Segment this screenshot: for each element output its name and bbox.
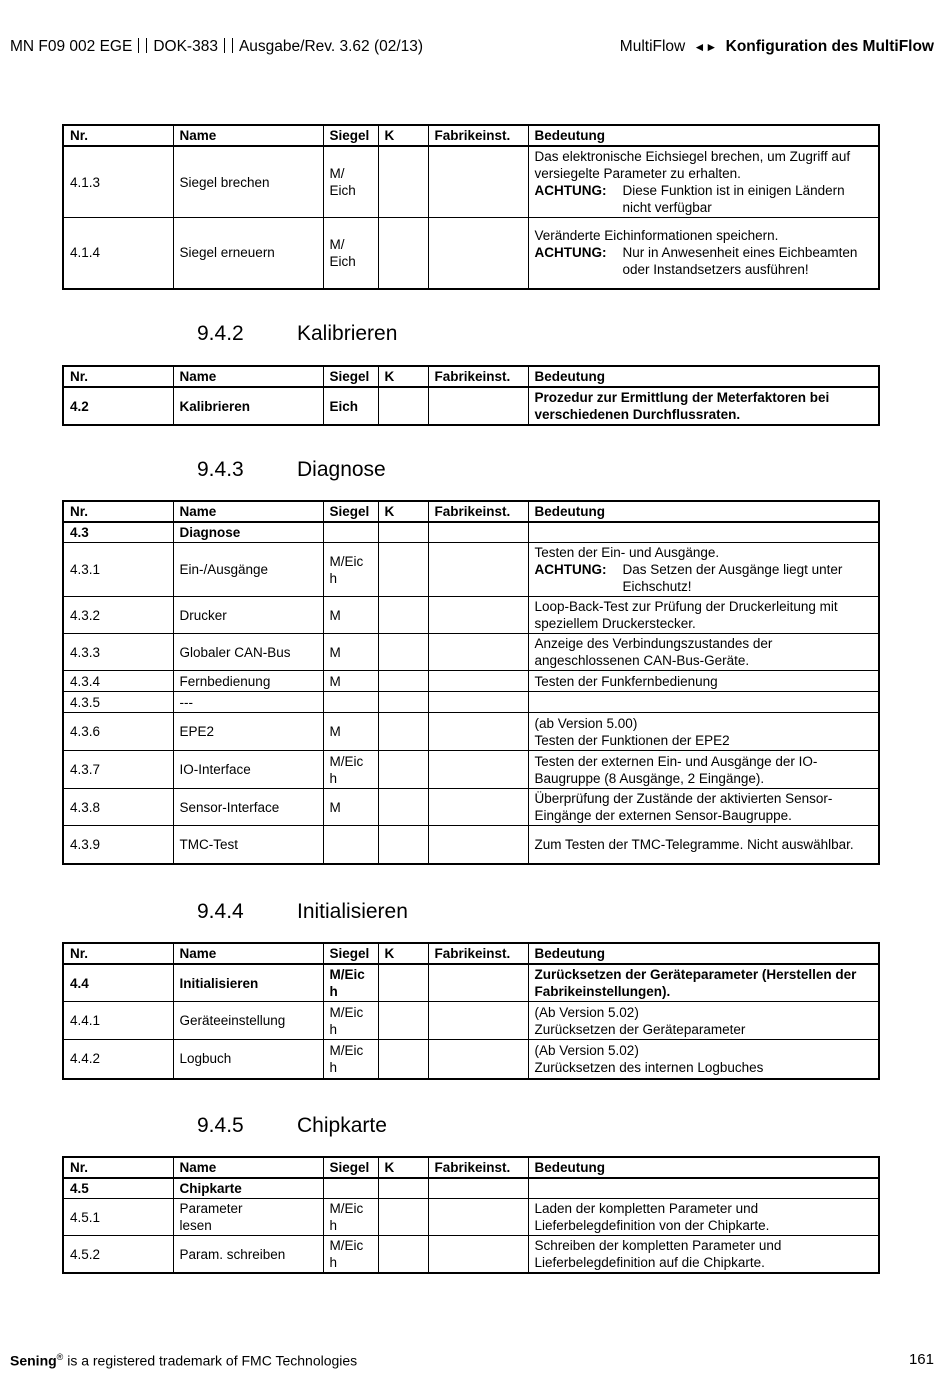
- table-row: [63, 543, 879, 597]
- cell-name: Logbuch: [173, 1040, 323, 1079]
- cell-name: TMC-Test: [173, 826, 323, 864]
- col-header-nr: Nr.: [63, 125, 173, 146]
- cell-name: Ein-/Ausgänge: [173, 543, 323, 597]
- achtung-note: [535, 182, 873, 216]
- cell-name: Globaler CAN-Bus: [173, 634, 323, 671]
- cell-name: EPE2: [173, 713, 323, 751]
- cell-nr: 4.5: [63, 1178, 173, 1199]
- col-header-siegel: Siegel: [323, 943, 378, 964]
- table-row: [63, 826, 879, 864]
- bedeutung-text: Loop-Back-Test zur Prüfung der Druckerleitung mit speziellem Druckerstecker.: [534, 599, 838, 631]
- cell-nr: 4.4.2: [63, 1040, 173, 1079]
- col-header-siegel: Siegel: [323, 501, 378, 522]
- cell-k: [378, 1199, 428, 1236]
- table-row: [63, 597, 879, 634]
- section-number: 9.4.5: [197, 1114, 244, 1137]
- bedeutung-text: Laden der kompletten Parameter und Lieferbelegdefinition von der Chipkarte.: [534, 1201, 770, 1233]
- cell-k: [378, 713, 428, 751]
- cell-name: Fernbedienung: [173, 671, 323, 692]
- brand-name: Sening: [10, 1352, 57, 1369]
- achtung-text: Diese Funktion ist in einigen Ländern nicht verfügbar: [622, 183, 845, 215]
- bedeutung-text: Zurücksetzen der Geräteparameter (Herstellen der Fabrikeinstellungen).: [534, 967, 857, 999]
- cell-nr: 4.4.1: [63, 1002, 173, 1040]
- table-header-row: [63, 1157, 879, 1178]
- col-header-bedeutung: Bedeutung: [528, 1157, 879, 1178]
- cell-bedeutung: [528, 671, 879, 692]
- cell-k: [378, 1002, 428, 1040]
- table-row: [63, 522, 879, 543]
- cell-k: [378, 1178, 428, 1199]
- cell-bedeutung: [528, 826, 879, 864]
- col-header-siegel: Siegel: [323, 125, 378, 146]
- cell-bedeutung: [528, 1002, 879, 1040]
- table-row: [63, 1040, 879, 1079]
- bedeutung-text: Das elektronische Eichsiegel brechen, um Zugriff auf versiegelte Parameter zu erhalten.: [534, 149, 851, 181]
- table-row: [63, 634, 879, 671]
- col-header-name: Name: [173, 501, 323, 522]
- bedeutung-text: Prozedur zur Ermittlung der Meterfaktoren bei verschiedenen Durchflussraten.: [534, 390, 830, 422]
- cell-bedeutung: [528, 1236, 879, 1274]
- table-row: [63, 1178, 879, 1199]
- col-header-fabrikeinst: Fabrikeinst.: [428, 125, 528, 146]
- table-row: [63, 751, 879, 789]
- col-header-k: K: [378, 501, 428, 522]
- cell-k: [378, 597, 428, 634]
- cell-k: [378, 634, 428, 671]
- cell-siegel: M/Eic h: [323, 1236, 378, 1274]
- cell-name: Chipkarte: [173, 1178, 323, 1199]
- section-title: Kalibrieren: [297, 322, 398, 345]
- cell-siegel: M/ Eich: [323, 218, 378, 289]
- cell-bedeutung: [528, 597, 879, 634]
- section-number: 9.4.2: [197, 322, 244, 345]
- page-header-right: [620, 38, 934, 56]
- col-header-fabrikeinst: Fabrikeinst.: [428, 1157, 528, 1178]
- doc-id: DOK-383: [153, 38, 218, 55]
- cell-k: [378, 218, 428, 289]
- table-header-row: [63, 943, 879, 964]
- cell-nr: 4.1.3: [63, 146, 173, 218]
- cell-siegel: M/Eic h: [323, 964, 378, 1002]
- cell-bedeutung: [528, 387, 879, 425]
- col-header-bedeutung: Bedeutung: [528, 501, 879, 522]
- page-number: 161: [908, 1351, 934, 1368]
- bedeutung-text: Anzeige des Verbindungszustandes der angeschlossenen CAN-Bus-Geräte.: [534, 636, 773, 668]
- achtung-label: ACHTUNG:: [534, 183, 607, 198]
- cell-bedeutung: [528, 751, 879, 789]
- page-header-left: [10, 38, 423, 56]
- table-row: [63, 713, 879, 751]
- col-header-bedeutung: Bedeutung: [528, 943, 879, 964]
- col-header-k: K: [378, 1157, 428, 1178]
- cell-nr: 4.1.4: [63, 218, 173, 289]
- col-header-fabrikeinst: Fabrikeinst.: [428, 943, 528, 964]
- achtung-label-text: ACHTUNG: [534, 183, 602, 198]
- separator: [224, 38, 233, 53]
- col-header-siegel: Siegel: [323, 1157, 378, 1178]
- col-header-nr: Nr.: [63, 1157, 173, 1178]
- cell-k: [378, 692, 428, 713]
- cell-fabrikeinst: [428, 597, 528, 634]
- bedeutung-text: (Ab Version 5.02) Zurücksetzen des internen Logbuches: [534, 1042, 764, 1075]
- table-row: [63, 692, 879, 713]
- cell-siegel: M/Eic h: [323, 751, 378, 789]
- table-row: [63, 671, 879, 692]
- table-chipkarte: [62, 1156, 880, 1274]
- cell-fabrikeinst: [428, 146, 528, 218]
- footer-trademark: [10, 1352, 357, 1369]
- cell-siegel: [323, 1178, 378, 1199]
- table-row: [63, 1199, 879, 1236]
- table-initialisieren: [62, 942, 880, 1080]
- achtung-label: ACHTUNG:: [534, 562, 607, 577]
- cell-bedeutung: [528, 692, 879, 713]
- cell-siegel: Eich: [323, 387, 378, 425]
- cell-siegel: M: [323, 789, 378, 826]
- chapter-title: Konfiguration des MultiFlow: [725, 38, 934, 55]
- cell-bedeutung: [528, 1199, 879, 1236]
- cell-nr: 4.5.2: [63, 1236, 173, 1274]
- cell-fabrikeinst: [428, 692, 528, 713]
- cell-fabrikeinst: [428, 387, 528, 425]
- cell-name: Drucker: [173, 597, 323, 634]
- col-header-nr: Nr.: [63, 366, 173, 387]
- section-heading-kalibrieren: [197, 322, 397, 346]
- cell-nr: 4.4: [63, 964, 173, 1002]
- cell-nr: 4.3.6: [63, 713, 173, 751]
- cell-name: ---: [173, 692, 323, 713]
- cell-name: Diagnose: [173, 522, 323, 543]
- cell-name: Sensor-Interface: [173, 789, 323, 826]
- cell-k: [378, 522, 428, 543]
- col-header-siegel: Siegel: [323, 366, 378, 387]
- doc-revision: Ausgabe/Rev. 3.62 (02/13): [238, 38, 424, 55]
- cell-siegel: [323, 692, 378, 713]
- table-header-row: [63, 366, 879, 387]
- achtung-note: [535, 561, 873, 595]
- cell-fabrikeinst: [428, 1002, 528, 1040]
- table-kalibrieren: [62, 365, 880, 426]
- col-header-k: K: [378, 125, 428, 146]
- col-header-fabrikeinst: Fabrikeinst.: [428, 501, 528, 522]
- cell-siegel: M/Eic h: [323, 543, 378, 597]
- section-heading-diagnose: [197, 458, 386, 482]
- cell-k: [378, 671, 428, 692]
- cell-bedeutung: [528, 1040, 879, 1079]
- trademark-text: is a registered trademark of FMC Technologies: [63, 1352, 358, 1369]
- app-name: MultiFlow: [619, 38, 686, 55]
- section-title: Chipkarte: [297, 1114, 387, 1137]
- achtung-text: Nur in Anwesenheit eines Eichbeamten oder Instandsetzers ausführen!: [622, 245, 858, 278]
- bedeutung-text: Testen der Ein- und Ausgänge.: [534, 545, 720, 560]
- section-heading-chipkarte: [197, 1114, 387, 1138]
- col-header-name: Name: [173, 1157, 323, 1178]
- achtung-text: Das Setzen der Ausgänge liegt unter Eichschutz!: [622, 562, 843, 594]
- cell-siegel: M/Eic h: [323, 1199, 378, 1236]
- cell-siegel: M/ Eich: [323, 146, 378, 218]
- achtung-note: [535, 244, 873, 278]
- table-diagnose: [62, 500, 880, 865]
- nav-arrows-icon: ◄►: [693, 40, 718, 54]
- cell-k: [378, 751, 428, 789]
- bedeutung-text: Schreiben der kompletten Parameter und Lieferbelegdefinition auf die Chipkarte.: [534, 1238, 782, 1270]
- cell-bedeutung: [528, 1178, 879, 1199]
- table-row: [63, 1002, 879, 1040]
- table-row: [63, 789, 879, 826]
- cell-name: Parameter lesen: [173, 1199, 323, 1236]
- cell-bedeutung: [528, 789, 879, 826]
- table-row: [63, 218, 879, 289]
- cell-fabrikeinst: [428, 1040, 528, 1079]
- section-number: 9.4.4: [197, 900, 244, 923]
- table-header-row: [63, 501, 879, 522]
- cell-fabrikeinst: [428, 1199, 528, 1236]
- cell-nr: 4.3: [63, 522, 173, 543]
- cell-k: [378, 826, 428, 864]
- cell-bedeutung: [528, 522, 879, 543]
- col-header-fabrikeinst: Fabrikeinst.: [428, 366, 528, 387]
- cell-siegel: M/Eic h: [323, 1040, 378, 1079]
- col-header-bedeutung: Bedeutung: [528, 366, 879, 387]
- cell-fabrikeinst: [428, 522, 528, 543]
- achtung-label-text: ACHTUNG: [534, 562, 602, 577]
- cell-fabrikeinst: [428, 1178, 528, 1199]
- cell-name: Kalibrieren: [173, 387, 323, 425]
- cell-k: [378, 387, 428, 425]
- table-row: [63, 1236, 879, 1274]
- doc-number: MN F09 002 EGE: [10, 38, 133, 55]
- cell-nr: 4.3.7: [63, 751, 173, 789]
- cell-name: Initialisieren: [173, 964, 323, 1002]
- section-number: 9.4.3: [197, 458, 244, 481]
- cell-nr: 4.3.4: [63, 671, 173, 692]
- cell-siegel: [323, 826, 378, 864]
- cell-bedeutung: [528, 713, 879, 751]
- cell-nr: 4.3.9: [63, 826, 173, 864]
- registered-mark: ®: [56, 1352, 64, 1362]
- cell-siegel: M: [323, 671, 378, 692]
- cell-name: Param. schreiben: [173, 1236, 323, 1274]
- cell-bedeutung: [528, 543, 879, 597]
- section-title: Diagnose: [297, 458, 386, 481]
- cell-fabrikeinst: [428, 218, 528, 289]
- table-header-row: [63, 125, 879, 146]
- cell-k: [378, 1040, 428, 1079]
- cell-siegel: M: [323, 634, 378, 671]
- cell-fabrikeinst: [428, 713, 528, 751]
- col-header-nr: Nr.: [63, 943, 173, 964]
- cell-name: Siegel erneuern: [173, 218, 323, 289]
- cell-k: [378, 1236, 428, 1274]
- cell-bedeutung: [528, 218, 879, 289]
- cell-siegel: M: [323, 597, 378, 634]
- cell-fabrikeinst: [428, 751, 528, 789]
- achtung-label-text: ACHTUNG: [534, 245, 602, 261]
- col-header-k: K: [378, 943, 428, 964]
- cell-fabrikeinst: [428, 1236, 528, 1274]
- bedeutung-text: Veränderte Eichinformationen speichern.: [534, 228, 779, 244]
- cell-nr: 4.3.3: [63, 634, 173, 671]
- cell-name: Siegel brechen: [173, 146, 323, 218]
- col-header-bedeutung: Bedeutung: [528, 125, 879, 146]
- cell-siegel: [323, 522, 378, 543]
- section-title: Initialisieren: [297, 900, 408, 923]
- section-heading-initialisieren: [197, 900, 408, 924]
- cell-k: [378, 543, 428, 597]
- cell-nr: 4.2: [63, 387, 173, 425]
- bedeutung-text: Testen der Funkfernbedienung: [534, 673, 718, 689]
- cell-name: IO-Interface: [173, 751, 323, 789]
- bedeutung-text: (ab Version 5.00) Testen der Funktionen der EPE2: [534, 715, 730, 748]
- cell-name: Geräteeinstellung: [173, 1002, 323, 1040]
- cell-nr: 4.3.1: [63, 543, 173, 597]
- bedeutung-text: Überprüfung der Zustände der aktivierten Sensor-Eingänge der externen Sensor-Baugruppe.: [534, 791, 833, 823]
- bedeutung-text: Zum Testen der TMC-Telegramme. Nicht auswählbar.: [534, 836, 854, 852]
- cell-fabrikeinst: [428, 964, 528, 1002]
- col-header-name: Name: [173, 366, 323, 387]
- cell-k: [378, 146, 428, 218]
- col-header-name: Name: [173, 125, 323, 146]
- col-header-k: K: [378, 366, 428, 387]
- bedeutung-text: (Ab Version 5.02) Zurücksetzen der Geräteparameter: [534, 1004, 746, 1037]
- cell-fabrikeinst: [428, 671, 528, 692]
- cell-bedeutung: [528, 146, 879, 218]
- table-row: [63, 387, 879, 425]
- cell-nr: 4.3.2: [63, 597, 173, 634]
- cell-k: [378, 789, 428, 826]
- table-row: [63, 964, 879, 1002]
- cell-bedeutung: [528, 964, 879, 1002]
- cell-siegel: M: [323, 713, 378, 751]
- cell-nr: 4.3.5: [63, 692, 173, 713]
- achtung-label: ACHTUNG:: [534, 245, 607, 261]
- cell-bedeutung: [528, 634, 879, 671]
- col-header-name: Name: [173, 943, 323, 964]
- cell-fabrikeinst: [428, 543, 528, 597]
- bedeutung-text: Testen der externen Ein- und Ausgänge der IO-Baugruppe (8 Ausgänge, 2 Eingänge).: [534, 753, 818, 786]
- col-header-nr: Nr.: [63, 501, 173, 522]
- table-siegel: [62, 124, 880, 290]
- cell-fabrikeinst: [428, 789, 528, 826]
- cell-k: [378, 964, 428, 1002]
- separator: [138, 38, 147, 53]
- cell-nr: 4.3.8: [63, 789, 173, 826]
- cell-fabrikeinst: [428, 634, 528, 671]
- cell-fabrikeinst: [428, 826, 528, 864]
- table-row: [63, 146, 879, 218]
- cell-nr: 4.5.1: [63, 1199, 173, 1236]
- cell-siegel: M/Eic h: [323, 1002, 378, 1040]
